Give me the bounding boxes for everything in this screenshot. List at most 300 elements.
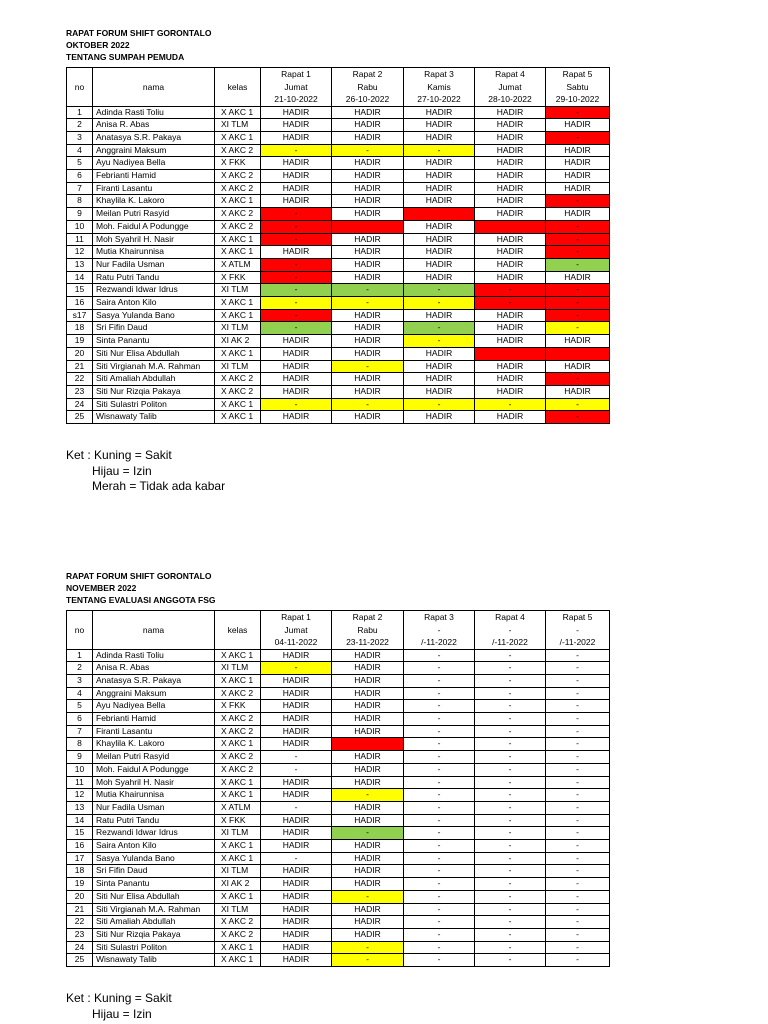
attendance-cell: HADIR [475, 208, 546, 221]
attendance-cell: HADIR [261, 725, 332, 738]
row-number-cell: 22 [67, 916, 93, 929]
attendance-section-november [66, 570, 610, 967]
table-row [67, 916, 610, 929]
row-number-cell: 19 [67, 335, 93, 348]
header-kelas: kelas [215, 611, 261, 650]
attendance-cell: HADIR [261, 195, 332, 208]
row-number-cell: 22 [67, 373, 93, 386]
member-name-cell: Siti Nur Rizqia Pakaya [93, 928, 215, 941]
attendance-cell: - [546, 713, 610, 726]
attendance-cell: - [261, 271, 332, 284]
attendance-cell: HADIR [546, 157, 610, 170]
class-cell: X AKC 2 [215, 687, 261, 700]
attendance-cell: HADIR [475, 271, 546, 284]
attendance-cell: HADIR [332, 131, 404, 144]
table-row [67, 284, 610, 297]
table-row [67, 954, 610, 967]
header-rapat-line: Jumat [498, 81, 522, 92]
row-number-cell: 17 [67, 852, 93, 865]
attendance-cell: - [261, 763, 332, 776]
attendance-cell: HADIR [261, 840, 332, 853]
row-number-cell: 3 [67, 674, 93, 687]
attendance-cell: - [475, 890, 546, 903]
row-number-cell: 23 [67, 928, 93, 941]
attendance-cell: - [261, 220, 332, 233]
table-row [67, 713, 610, 726]
member-name-cell: Siti Sulastri Politon [93, 398, 215, 411]
member-name-cell: Ayu Nadiyea Bella [93, 700, 215, 713]
class-cell: X AKC 1 [215, 789, 261, 802]
attendance-cell: - [546, 916, 610, 929]
member-name-cell: Nur Fadila Usman [93, 801, 215, 814]
attendance-cell: HADIR [475, 373, 546, 386]
attendance-cell: - [475, 941, 546, 954]
attendance-cell: - [546, 233, 610, 246]
member-name-cell: Sri Fifin Daud [93, 865, 215, 878]
header-nama: nama [93, 68, 215, 107]
row-number-cell: 7 [67, 182, 93, 195]
row-number-cell: 9 [67, 208, 93, 221]
attendance-cell: HADIR [546, 385, 610, 398]
row-number-cell: 11 [67, 233, 93, 246]
attendance-cell: - [404, 789, 475, 802]
class-cell: X AKC 1 [215, 106, 261, 119]
attendance-cell: HADIR [404, 182, 475, 195]
attendance-cell: HADIR [475, 233, 546, 246]
attendance-cell: - [261, 398, 332, 411]
row-number-cell: 2 [67, 662, 93, 675]
row-number-cell: 10 [67, 220, 93, 233]
member-name-cell: Firanti Lasantu [93, 182, 215, 195]
attendance-cell: - [332, 144, 404, 157]
member-name-cell: Sri Fifin Daud [93, 322, 215, 335]
attendance-cell: HADIR [475, 335, 546, 348]
row-number-cell: 15 [67, 284, 93, 297]
member-name-cell: Ayu Nadiyea Bella [93, 157, 215, 170]
attendance-cell: HADIR [332, 928, 404, 941]
class-cell: X AKC 1 [215, 309, 261, 322]
table-row [67, 865, 610, 878]
attendance-cell: - [404, 801, 475, 814]
attendance-cell: - [546, 941, 610, 954]
attendance-cell: - [546, 284, 610, 297]
attendance-cell: HADIR [332, 801, 404, 814]
header-rapat-line: Sabtu [566, 81, 589, 92]
header-rapat-line: /-11-2022 [559, 637, 596, 647]
attendance-cell: HADIR [332, 776, 404, 789]
table-row [67, 751, 610, 764]
table-row [67, 335, 610, 348]
attendance-cell: HADIR [546, 182, 610, 195]
table-row [67, 271, 610, 284]
attendance-cell: - [546, 814, 610, 827]
attendance-cell: - [404, 903, 475, 916]
attendance-cell: HADIR [332, 195, 404, 208]
attendance-cell: HADIR [475, 106, 546, 119]
attendance-cell: - [475, 687, 546, 700]
table-row [67, 373, 610, 386]
attendance-cell: - [332, 297, 404, 310]
member-name-cell: Nur Fadila Usman [93, 258, 215, 271]
attendance-cell: - [332, 284, 404, 297]
table-row [67, 700, 610, 713]
table-row [67, 106, 610, 119]
member-name-cell: Adinda Rasti Toliu [93, 106, 215, 119]
attendance-cell: HADIR [475, 170, 546, 183]
attendance-cell: - [475, 801, 546, 814]
row-number-cell: 5 [67, 700, 93, 713]
attendance-cell: - [404, 751, 475, 764]
header-rapat-line: Jumat [284, 81, 308, 92]
attendance-cell: - [404, 700, 475, 713]
attendance-cell: HADIR [332, 903, 404, 916]
attendance-cell: - [546, 220, 610, 233]
table-row [67, 347, 610, 360]
row-number-cell: 6 [67, 713, 93, 726]
header-row [67, 611, 610, 650]
attendance-cell: HADIR [261, 878, 332, 891]
header-rapat-line: 28-10-2022 [488, 94, 532, 104]
title-line: NOVEMBER 2022 [66, 583, 137, 593]
member-name-cell: Siti Virgianah M.A. Rahman [93, 903, 215, 916]
attendance-cell: HADIR [261, 119, 332, 132]
attendance-cell: HADIR [475, 119, 546, 132]
attendance-cell: HADIR [261, 713, 332, 726]
row-number-cell: 14 [67, 271, 93, 284]
attendance-cell: - [546, 674, 610, 687]
attendance-cell: HADIR [332, 713, 404, 726]
table-row [67, 801, 610, 814]
member-name-cell: Ratu Putri Tandu [93, 271, 215, 284]
header-rapat-5 [546, 611, 610, 650]
attendance-cell: - [261, 297, 332, 310]
attendance-cell: - [546, 890, 610, 903]
attendance-cell: - [261, 284, 332, 297]
row-number-cell: 6 [67, 170, 93, 183]
attendance-cell: HADIR [261, 916, 332, 929]
header-no: no [67, 68, 93, 107]
row-number-cell: 16 [67, 840, 93, 853]
class-cell: X AKC 2 [215, 170, 261, 183]
table-row [67, 674, 610, 687]
table-row [67, 852, 610, 865]
header-rapat-line: Kamis [427, 81, 451, 92]
attendance-cell: HADIR [475, 322, 546, 335]
row-number-cell: 8 [67, 195, 93, 208]
table-row [67, 687, 610, 700]
attendance-cell: HADIR [404, 106, 475, 119]
class-cell: X FKK [215, 700, 261, 713]
header-rapat-line: Rapat 2 [352, 69, 383, 79]
table-row [67, 322, 610, 335]
section-title [66, 27, 610, 63]
table-row [67, 144, 610, 157]
attendance-cell: - [332, 941, 404, 954]
attendance-cell: HADIR [404, 233, 475, 246]
table-row [67, 195, 610, 208]
attendance-cell: HADIR [261, 890, 332, 903]
class-cell: X AKC 1 [215, 941, 261, 954]
row-number-cell: 24 [67, 398, 93, 411]
table-row [67, 649, 610, 662]
row-number-cell: 4 [67, 687, 93, 700]
attendance-cell: HADIR [261, 385, 332, 398]
member-name-cell: Meilan Putri Rasyid [93, 751, 215, 764]
attendance-cell: - [546, 928, 610, 941]
attendance-section-october [66, 27, 610, 424]
row-number-cell: 15 [67, 827, 93, 840]
class-cell: X AKC 1 [215, 852, 261, 865]
class-cell: XI TLM [215, 119, 261, 132]
attendance-cell: HADIR [261, 347, 332, 360]
member-name-cell: Anisa R. Abas [93, 662, 215, 675]
attendance-cell: HADIR [475, 131, 546, 144]
attendance-cell: - [404, 335, 475, 348]
class-cell: X FKK [215, 157, 261, 170]
attendance-cell: - [404, 713, 475, 726]
attendance-cell: - [404, 878, 475, 891]
attendance-cell: - [475, 297, 546, 310]
member-name-cell: Anggraini Maksum [93, 687, 215, 700]
attendance-cell: HADIR [261, 903, 332, 916]
attendance-cell: HADIR [332, 182, 404, 195]
attendance-cell: - [546, 852, 610, 865]
attendance-cell: - [404, 398, 475, 411]
member-name-cell: Saira Anton Kilo [93, 297, 215, 310]
attendance-cell: HADIR [546, 119, 610, 132]
attendance-cell: HADIR [261, 928, 332, 941]
table-row [67, 131, 610, 144]
attendance-cell: HADIR [332, 411, 404, 424]
attendance-cell: - [475, 903, 546, 916]
attendance-cell: HADIR [332, 700, 404, 713]
table-row [67, 258, 610, 271]
member-name-cell: Firanti Lasantu [93, 725, 215, 738]
member-name-cell: Anggraini Maksum [93, 144, 215, 157]
attendance-cell: HADIR [261, 827, 332, 840]
attendance-cell: - [546, 827, 610, 840]
attendance-cell: - [475, 954, 546, 967]
class-cell: X AKC 2 [215, 208, 261, 221]
header-rapat-line: /-11-2022 [421, 637, 457, 647]
attendance-cell: - [546, 322, 610, 335]
attendance-cell: - [546, 751, 610, 764]
member-name-cell: Sinta Panantu [93, 878, 215, 891]
attendance-cell: HADIR [404, 220, 475, 233]
section-title [66, 570, 610, 606]
attendance-cell: - [546, 258, 610, 271]
attendance-cell: - [404, 674, 475, 687]
attendance-cell: - [546, 687, 610, 700]
attendance-cell: - [261, 662, 332, 675]
row-number-cell: 14 [67, 814, 93, 827]
attendance-cell: - [404, 814, 475, 827]
attendance-cell: - [404, 941, 475, 954]
attendance-cell: HADIR [332, 233, 404, 246]
member-name-cell: Moh. Faidul A Podungge [93, 220, 215, 233]
table-row [67, 890, 610, 903]
row-number-cell: 2 [67, 119, 93, 132]
row-number-cell: 20 [67, 347, 93, 360]
class-cell: X AKC 1 [215, 233, 261, 246]
row-number-cell: 8 [67, 738, 93, 751]
attendance-cell: - [546, 840, 610, 853]
attendance-cell: HADIR [404, 119, 475, 132]
title-line: TENTANG SUMPAH PEMUDA [66, 52, 185, 62]
header-rapat-3 [404, 611, 475, 650]
class-cell: XI AK 2 [215, 335, 261, 348]
attendance-cell [475, 220, 546, 233]
member-name-cell: Moh. Faidul A Podungge [93, 763, 215, 776]
legend-line: Ket : Kuning = Sakit [66, 448, 172, 462]
header-rapat-line: - [437, 624, 441, 635]
member-name-cell: Wisnawaty Talib [93, 411, 215, 424]
attendance-cell: - [261, 852, 332, 865]
legend-line: Merah = Tidak ada kabar [92, 479, 226, 493]
attendance-cell: HADIR [404, 246, 475, 259]
header-rapat-line: Rapat 4 [495, 612, 525, 622]
attendance-cell: - [404, 649, 475, 662]
attendance-cell: HADIR [261, 157, 332, 170]
header-rapat-2 [332, 611, 404, 650]
table-row [67, 170, 610, 183]
class-cell: X AKC 1 [215, 738, 261, 751]
attendance-cell: - [261, 208, 332, 221]
attendance-cell: - [404, 322, 475, 335]
attendance-cell: HADIR [332, 322, 404, 335]
attendance-cell: HADIR [546, 208, 610, 221]
attendance-cell: HADIR [404, 309, 475, 322]
header-rapat-line: 27-10-2022 [417, 94, 461, 104]
row-number-cell: 16 [67, 297, 93, 310]
header-rapat-line: Rapat 1 [281, 69, 311, 79]
row-number-cell: 25 [67, 954, 93, 967]
title-line: RAPAT FORUM SHIFT GORONTALO [66, 571, 212, 581]
header-rapat-line: Rapat 5 [562, 612, 593, 622]
class-cell: X AKC 1 [215, 954, 261, 967]
attendance-cell: HADIR [546, 360, 610, 373]
attendance-cell: HADIR [475, 182, 546, 195]
attendance-cell: - [546, 131, 610, 144]
class-cell: X AKC 1 [215, 195, 261, 208]
class-cell: XI TLM [215, 827, 261, 840]
attendance-cell: HADIR [332, 246, 404, 259]
attendance-cell: - [404, 284, 475, 297]
attendance-cell: - [475, 398, 546, 411]
color-legend [66, 448, 225, 495]
attendance-cell: HADIR [404, 411, 475, 424]
class-cell: XI TLM [215, 662, 261, 675]
attendance-cell: HADIR [404, 258, 475, 271]
class-cell: X AKC 1 [215, 776, 261, 789]
class-cell: XI TLM [215, 865, 261, 878]
attendance-cell: HADIR [332, 347, 404, 360]
member-name-cell: Siti Nur Elisa Abdullah [93, 347, 215, 360]
header-rapat-line: 26-10-2022 [345, 94, 390, 104]
attendance-cell: - [475, 928, 546, 941]
member-name-cell: Anatasya S.R. Pakaya [93, 674, 215, 687]
attendance-cell: HADIR [404, 195, 475, 208]
attendance-cell: HADIR [261, 360, 332, 373]
row-number-cell: 12 [67, 789, 93, 802]
table-row [67, 662, 610, 675]
member-name-cell: Siti Sulastri Politon [93, 941, 215, 954]
class-cell: XI TLM [215, 284, 261, 297]
class-cell: X AKC 2 [215, 928, 261, 941]
header-no: no [67, 611, 93, 650]
attendance-cell [332, 220, 404, 233]
attendance-cell: - [546, 662, 610, 675]
header-rapat-line: Jumat [284, 624, 308, 635]
attendance-cell: - [475, 662, 546, 675]
attendance-cell: - [404, 954, 475, 967]
member-name-cell: Adinda Rasti Toliu [93, 649, 215, 662]
attendance-cell: HADIR [332, 649, 404, 662]
attendance-cell: HADIR [332, 258, 404, 271]
attendance-cell: HADIR [332, 157, 404, 170]
table-row [67, 878, 610, 891]
attendance-cell: HADIR [404, 170, 475, 183]
attendance-cell: - [546, 700, 610, 713]
attendance-cell: - [332, 789, 404, 802]
row-number-cell: 23 [67, 385, 93, 398]
class-cell: X AKC 2 [215, 916, 261, 929]
class-cell: X AKC 1 [215, 347, 261, 360]
attendance-cell: - [404, 827, 475, 840]
header-rapat-line: 21-10-2022 [274, 94, 318, 104]
table-row [67, 398, 610, 411]
attendance-cell: HADIR [475, 385, 546, 398]
attendance-cell: - [475, 284, 546, 297]
header-rapat-line: 04-11-2022 [274, 637, 318, 647]
header-rapat-line: Rapat 2 [352, 612, 383, 622]
table-row [67, 763, 610, 776]
member-name-cell: Rezwandi Idwar Idrus [93, 284, 215, 297]
attendance-cell: HADIR [332, 271, 404, 284]
attendance-cell: - [332, 827, 404, 840]
table-row [67, 309, 610, 322]
attendance-cell: - [404, 852, 475, 865]
class-cell: X AKC 1 [215, 246, 261, 259]
attendance-cell: HADIR [261, 411, 332, 424]
attendance-cell: HADIR [475, 411, 546, 424]
row-number-cell: s17 [67, 309, 93, 322]
row-number-cell: 19 [67, 878, 93, 891]
row-number-cell: 4 [67, 144, 93, 157]
row-number-cell: 21 [67, 903, 93, 916]
attendance-cell: - [475, 713, 546, 726]
header-rapat-2 [332, 68, 404, 107]
member-name-cell: Siti Nur Rizqia Pakaya [93, 385, 215, 398]
row-number-cell: 1 [67, 106, 93, 119]
row-number-cell: 18 [67, 865, 93, 878]
table-row [67, 411, 610, 424]
attendance-cell: HADIR [332, 309, 404, 322]
attendance-cell: HADIR [261, 131, 332, 144]
row-number-cell: 20 [67, 890, 93, 903]
header-rapat-4 [475, 611, 546, 650]
class-cell: X AKC 2 [215, 713, 261, 726]
row-number-cell: 5 [67, 157, 93, 170]
member-name-cell: Meilan Putri Rasyid [93, 208, 215, 221]
attendance-cell: - [546, 789, 610, 802]
attendance-cell: - [404, 725, 475, 738]
attendance-cell: HADIR [332, 674, 404, 687]
attendance-cell [475, 347, 546, 360]
attendance-cell: - [546, 801, 610, 814]
member-name-cell: Siti Amaliah Abdullah [93, 373, 215, 386]
attendance-cell: - [475, 814, 546, 827]
